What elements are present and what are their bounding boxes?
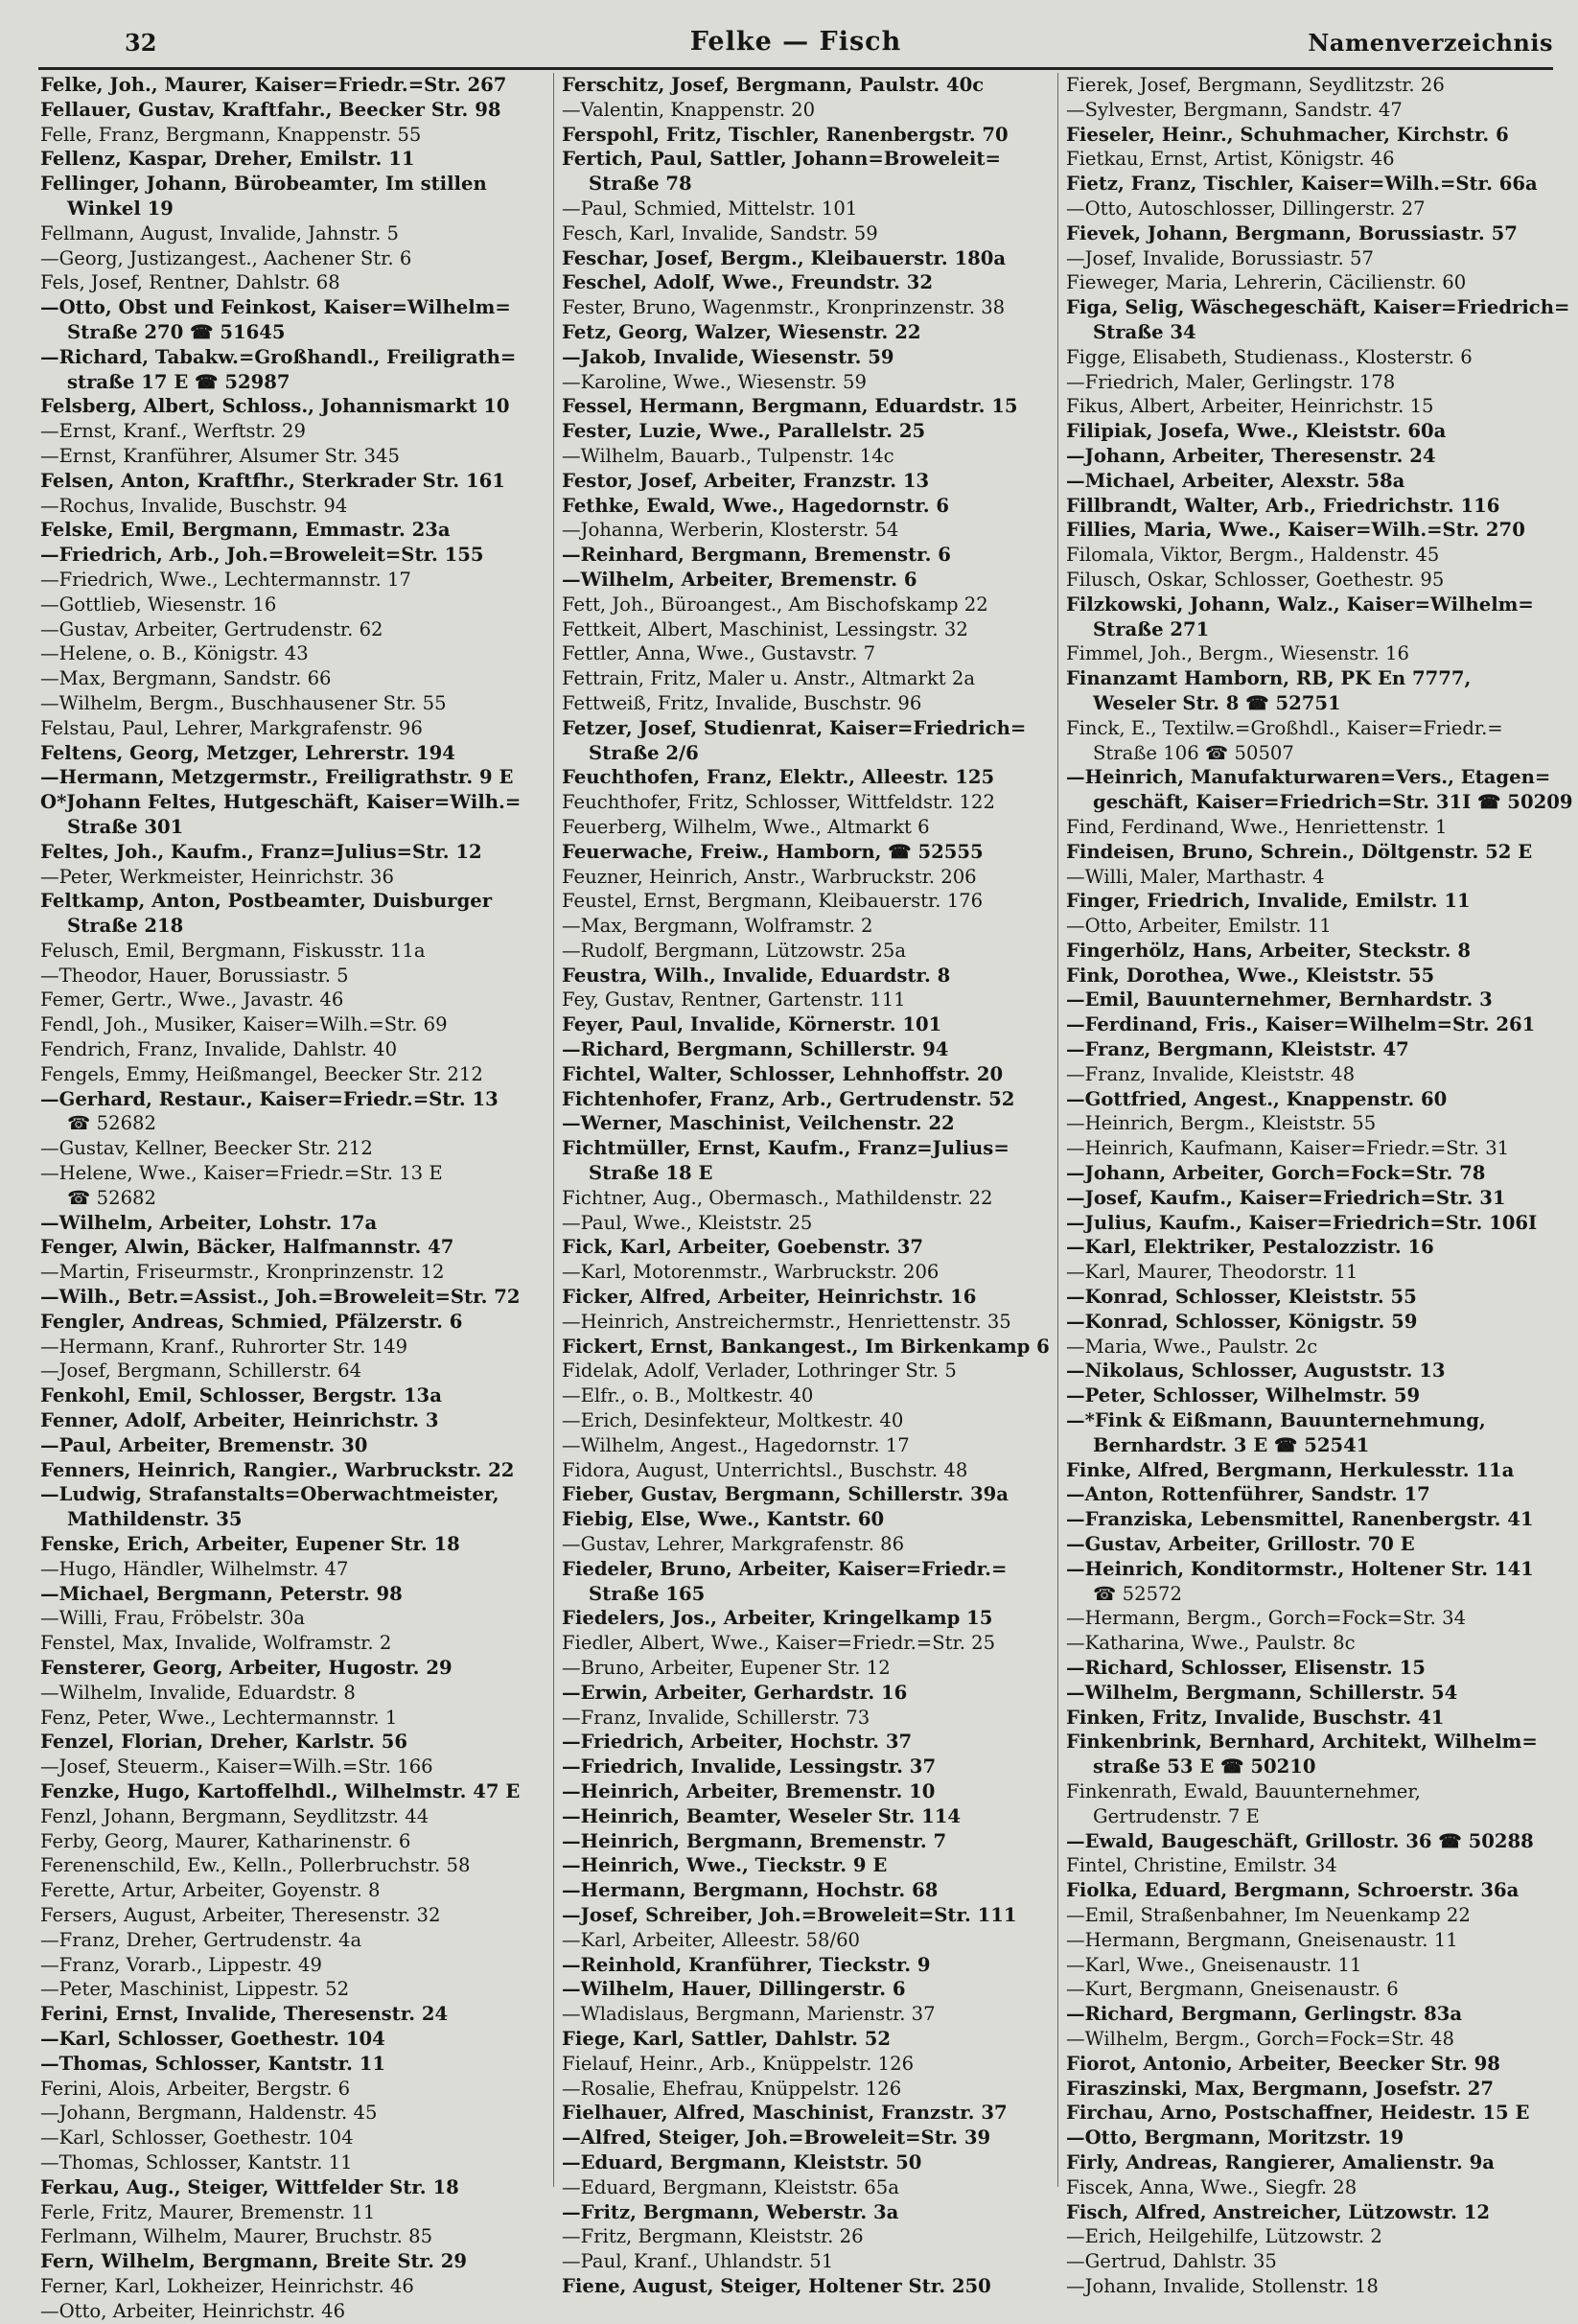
directory-entry-line: Straße 18 E bbox=[589, 1162, 713, 1185]
directory-entry-line: Straße 271 bbox=[1093, 617, 1210, 640]
directory-entry-line: Fiene, August, Steiger, Holtener Str. 250 bbox=[562, 2274, 991, 2297]
directory-entry-line: Felstau, Paul, Lehrer, Markgrafenstr. 96 bbox=[40, 716, 423, 739]
directory-entry-line: —Richard, Bergmann, Gerlingstr. 83a bbox=[1066, 2003, 1463, 2026]
directory-entry-line: —Michael, Bergmann, Peterstr. 98 bbox=[40, 1582, 403, 1605]
directory-entry-line: Feuchthofer, Fritz, Schlosser, Wittfeldstr. 122 bbox=[562, 791, 995, 814]
directory-entry-line: —Heinrich, Bergm., Kleiststr. 55 bbox=[1066, 1112, 1377, 1135]
directory-entry-line: ☎ 52682 bbox=[67, 1112, 156, 1135]
directory-entry-line: —Franz, Bergmann, Kleiststr. 47 bbox=[1066, 1038, 1409, 1061]
directory-entry-line: —Wilhelm, Bauarb., Tulpenstr. 14c bbox=[562, 444, 894, 467]
directory-entry-line: Feltens, Georg, Metzger, Lehrerstr. 194 bbox=[40, 741, 455, 764]
directory-entry-line: —Eduard, Bergmann, Kleiststr. 50 bbox=[562, 2150, 922, 2173]
directory-entry-line: Festor, Josef, Arbeiter, Franzstr. 13 bbox=[562, 469, 930, 492]
directory-entry-line: —Fritz, Bergmann, Kleiststr. 26 bbox=[562, 2225, 864, 2248]
section-name: Namenverzeichnis bbox=[1308, 29, 1553, 57]
directory-entry-line: Feltkamp, Anton, Postbeamter, Duisburger bbox=[40, 890, 493, 913]
directory-entry-line: Fessel, Hermann, Bergmann, Eduardstr. 15 bbox=[562, 395, 1018, 418]
directory-entry-line: —Peter, Maschinist, Lippestr. 52 bbox=[40, 1978, 350, 2001]
directory-entry-line: —Ernst, Kranführer, Alsumer Str. 345 bbox=[40, 444, 400, 467]
directory-entry-line: —Gustav, Arbeiter, Gertrudenstr. 62 bbox=[40, 617, 383, 640]
directory-entry-line: —Georg, Justizangest., Aachener Str. 6 bbox=[40, 246, 412, 269]
directory-entry-line: Fettweiß, Fritz, Invalide, Buschstr. 96 bbox=[562, 691, 922, 714]
directory-entry-line: Figa, Selig, Wäschegeschäft, Kaiser=Friedrich= bbox=[1066, 296, 1570, 319]
directory-entry-line: Filusch, Oskar, Schlosser, Goethestr. 95 bbox=[1066, 568, 1445, 591]
directory-entry-line: —Franz, Dreher, Gertrudenstr. 4a bbox=[40, 1928, 362, 1951]
directory-entry-line: —Karl, Motorenmstr., Warbruckstr. 206 bbox=[562, 1261, 940, 1284]
directory-entry-line: Feschel, Adolf, Wwe., Freundstr. 32 bbox=[562, 271, 933, 294]
directory-entry-line: —Heinrich, Bergmann, Bremenstr. 7 bbox=[562, 1829, 947, 1852]
directory-entry-line: —Rochus, Invalide, Buschstr. 94 bbox=[40, 494, 348, 517]
directory-entry-line: Fillies, Maria, Wwe., Kaiser=Wilh.=Str. 270 bbox=[1066, 519, 1525, 542]
directory-entry-line: Winkel 19 bbox=[67, 197, 174, 220]
directory-entry-line: Fingerhölz, Hans, Arbeiter, Steckstr. 8 bbox=[1066, 939, 1471, 962]
directory-entry-line: Felke, Joh., Maurer, Kaiser=Friedr.=Str. 267 bbox=[40, 74, 507, 96]
directory-entry-line: Straße 2/6 bbox=[589, 741, 699, 764]
directory-entry-line: Fendl, Joh., Musiker, Kaiser=Wilh.=Str. 69 bbox=[40, 1013, 448, 1036]
directory-entry-line: Fesch, Karl, Invalide, Sandstr. 59 bbox=[562, 221, 878, 244]
directory-entry-line: Fidelak, Adolf, Verlader, Lothringer Str. 5 bbox=[562, 1360, 957, 1383]
directory-entry-line: —Katharina, Wwe., Paulstr. 8c bbox=[1066, 1632, 1356, 1655]
directory-entry-line: —Rosalie, Ehefrau, Knüppelstr. 126 bbox=[562, 2077, 902, 2100]
directory-entry-line: Fietkau, Ernst, Artist, Königstr. 46 bbox=[1066, 148, 1395, 171]
directory-entry-line: —Werner, Maschinist, Veilchenstr. 22 bbox=[562, 1112, 955, 1135]
directory-entry-line: —Maria, Wwe., Paulstr. 2c bbox=[1066, 1335, 1318, 1358]
directory-entry-line: —Richard, Tabakw.=Großhandl., Freiligrath= bbox=[40, 345, 517, 368]
directory-entry-line: Fiorot, Antonio, Arbeiter, Beecker Str. 98 bbox=[1066, 2052, 1500, 2075]
directory-entry-line: —Wilhelm, Bergm., Buschhausener Str. 55 bbox=[40, 691, 447, 714]
directory-entry-line: Fenners, Heinrich, Rangier., Warbruckstr. 22 bbox=[40, 1458, 515, 1481]
directory-entry-line: Fichtmüller, Ernst, Kaufm., Franz=Julius= bbox=[562, 1137, 1009, 1160]
directory-entry-line: Fidora, August, Unterrichtsl., Buschstr. 48 bbox=[562, 1458, 968, 1481]
directory-entry-line: Femer, Gertr., Wwe., Javastr. 46 bbox=[40, 988, 344, 1011]
directory-entry-line: Fieber, Gustav, Bergmann, Schillerstr. 39a bbox=[562, 1483, 1009, 1506]
directory-entry-line: —Hermann, Bergmann, Gneisenaustr. 11 bbox=[1066, 1928, 1458, 1951]
directory-entry-line: —Otto, Arbeiter, Heinrichstr. 46 bbox=[40, 2299, 346, 2322]
directory-entry-line: —Eduard, Bergmann, Kleiststr. 65a bbox=[562, 2175, 899, 2198]
directory-entry-line: —Helene, Wwe., Kaiser=Friedr.=Str. 13 E bbox=[40, 1162, 443, 1185]
directory-entry-line: —Karl, Wwe., Gneisenaustr. 11 bbox=[1066, 1953, 1362, 1976]
directory-entry-line: —Richard, Bergmann, Schillerstr. 94 bbox=[562, 1038, 949, 1061]
directory-entry-line: Ferner, Karl, Lokheizer, Heinrichstr. 46 bbox=[40, 2274, 414, 2297]
directory-entry-line: Finkenbrink, Bernhard, Architekt, Wilhelm= bbox=[1066, 1731, 1538, 1754]
directory-entry-line: —Hermann, Kranf., Ruhrorter Str. 149 bbox=[40, 1335, 408, 1358]
directory-entry-line: Find, Ferdinand, Wwe., Henriettenstr. 1 bbox=[1066, 815, 1448, 838]
directory-entry-line: Fenske, Erich, Arbeiter, Eupener Str. 18 bbox=[40, 1533, 460, 1556]
directory-entry-line: —Friedrich, Maler, Gerlingstr. 178 bbox=[1066, 370, 1396, 393]
directory-entry-line: Ferini, Ernst, Invalide, Theresenstr. 24 bbox=[40, 2003, 449, 2026]
directory-entry-line: Mathildenstr. 35 bbox=[67, 1508, 243, 1531]
directory-entry-line: Straße 106 ☎ 50507 bbox=[1093, 741, 1294, 764]
page-number: 32 bbox=[125, 29, 157, 57]
directory-entry-line: Fisch, Alfred, Anstreicher, Lützowstr. 12 bbox=[1066, 2200, 1491, 2223]
directory-entry-line: Fels, Josef, Rentner, Dahlstr. 68 bbox=[40, 271, 340, 294]
directory-entry-line: Feustel, Ernst, Bergmann, Kleibauerstr. 176 bbox=[562, 890, 984, 913]
directory-entry-line: Felusch, Emil, Bergmann, Fiskusstr. 11a bbox=[40, 939, 426, 962]
directory-entry-line: Filomala, Viktor, Bergm., Haldenstr. 45 bbox=[1066, 544, 1440, 567]
directory-entry-line: Feuerberg, Wilhelm, Wwe., Altmarkt 6 bbox=[562, 815, 930, 838]
directory-entry-line: —Heinrich, Konditormstr., Holtener Str. 141 bbox=[1066, 1557, 1534, 1580]
directory-entry-line: —Paul, Wwe., Kleiststr. 25 bbox=[562, 1211, 813, 1234]
directory-entry-line: Felske, Emil, Bergmann, Emmastr. 23a bbox=[40, 519, 451, 542]
directory-entry-line: Filipiak, Josefa, Wwe., Kleiststr. 60a bbox=[1066, 420, 1447, 443]
directory-entry-line: —Karl, Elektriker, Pestalozzistr. 16 bbox=[1066, 1236, 1434, 1259]
directory-entry-line: —Alfred, Steiger, Joh.=Broweleit=Str. 39 bbox=[562, 2126, 991, 2150]
directory-entry-line: Fikus, Albert, Arbeiter, Heinrichstr. 15 bbox=[1066, 395, 1434, 418]
directory-entry-line: Fenzel, Florian, Dreher, Karlstr. 56 bbox=[40, 1731, 408, 1754]
directory-entry-line: —Franz, Invalide, Schillerstr. 73 bbox=[562, 1706, 870, 1729]
directory-entry-line: Fierek, Josef, Bergmann, Seydlitzstr. 26 bbox=[1066, 74, 1445, 96]
directory-entry-line: —Wilhelm, Angest., Hagedornstr. 17 bbox=[562, 1433, 910, 1456]
directory-entry-line: —Johanna, Werberin, Klosterstr. 54 bbox=[562, 519, 899, 542]
directory-entry-line: Straße 165 bbox=[589, 1582, 706, 1605]
directory-entry-line: Fett, Joh., Büroangest., Am Bischofskamp 22 bbox=[562, 593, 988, 616]
directory-entry-line: —Gustav, Kellner, Beecker Str. 212 bbox=[40, 1137, 373, 1160]
directory-entry-line: —Max, Bergmann, Wolframstr. 2 bbox=[562, 915, 873, 938]
directory-entry-line: Ferenenschild, Ew., Kelln., Pollerbruchstr. 58 bbox=[40, 1854, 471, 1877]
directory-entry-line: —Friedrich, Wwe., Lechtermannstr. 17 bbox=[40, 568, 411, 591]
directory-entry-line: —*Fink & Eißmann, Bauunternehmung, bbox=[1066, 1409, 1486, 1432]
directory-entry-line: Ficker, Alfred, Arbeiter, Heinrichstr. 16 bbox=[562, 1286, 977, 1309]
directory-entry-line: —Josef, Bergmann, Schillerstr. 64 bbox=[40, 1360, 362, 1383]
directory-entry-line: Finke, Alfred, Bergmann, Herkulesstr. 11a bbox=[1066, 1458, 1515, 1481]
directory-entry-line: —Otto, Bergmann, Moritzstr. 19 bbox=[1066, 2126, 1404, 2150]
directory-entry-line: —Wladislaus, Bergmann, Marienstr. 37 bbox=[562, 2003, 936, 2026]
directory-entry-line: Fenzke, Hugo, Kartoffelhdl., Wilhelmstr. 47 E bbox=[40, 1779, 521, 1802]
directory-entry-line: Fievek, Johann, Bergmann, Borussiastr. 57 bbox=[1066, 221, 1518, 244]
directory-entry-line: Ferini, Alois, Arbeiter, Bergstr. 6 bbox=[40, 2077, 351, 2100]
directory-entry-line: Fengler, Andreas, Schmied, Pfälzerstr. 6 bbox=[40, 1310, 463, 1333]
directory-entry-line: Fengels, Emmy, Heißmangel, Beecker Str. 212 bbox=[40, 1062, 483, 1085]
directory-entry-line: Fenkohl, Emil, Schlosser, Bergstr. 13a bbox=[40, 1384, 442, 1407]
directory-entry-line: —Friedrich, Arbeiter, Hochstr. 37 bbox=[562, 1731, 913, 1754]
directory-entry-line: Fellinger, Johann, Bürobeamter, Im stillen bbox=[40, 173, 487, 196]
directory-entry-line: Fick, Karl, Arbeiter, Goebenstr. 37 bbox=[562, 1236, 924, 1259]
directory-entry-line: —Karl, Maurer, Theodorstr. 11 bbox=[1066, 1261, 1358, 1284]
directory-entry-line: Weseler Str. 8 ☎ 52751 bbox=[1093, 691, 1341, 714]
directory-entry-line: Fenner, Adolf, Arbeiter, Heinrichstr. 3 bbox=[40, 1409, 439, 1432]
directory-entry-line: —Gottlieb, Wiesenstr. 16 bbox=[40, 593, 277, 616]
directory-entry-line: Fenstel, Max, Invalide, Wolframstr. 2 bbox=[40, 1632, 392, 1655]
directory-entry-line: Finck, E., Textilw.=Großhdl., Kaiser=Friedr.= bbox=[1066, 716, 1503, 739]
directory-entry-line: Finanzamt Hamborn, RB, PK En 7777, bbox=[1066, 667, 1472, 690]
directory-entry-line: —Gerhard, Restaur., Kaiser=Friedr.=Str. 13 bbox=[40, 1087, 499, 1110]
directory-entry-line: —Paul, Arbeiter, Bremenstr. 30 bbox=[40, 1433, 368, 1456]
directory-entry-line: —Heinrich, Beamter, Weseler Str. 114 bbox=[562, 1804, 962, 1827]
directory-entry-line: —Kurt, Bergmann, Gneisenaustr. 6 bbox=[1066, 1978, 1399, 2001]
directory-entry-line: ☎ 52682 bbox=[67, 1186, 156, 1209]
directory-entry-line: Fimmel, Joh., Bergm., Wiesenstr. 16 bbox=[1066, 642, 1409, 665]
directory-entry-line: —Gustav, Arbeiter, Grillostr. 70 E bbox=[1066, 1533, 1415, 1556]
directory-entry-line: —Josef, Invalide, Borussiastr. 57 bbox=[1066, 246, 1374, 269]
directory-entry-line: Straße 78 bbox=[589, 173, 692, 196]
directory-entry-line: Gertrudenstr. 7 E bbox=[1093, 1804, 1260, 1827]
directory-entry-line: —Ludwig, Strafanstalts=Oberwachtmeister, bbox=[40, 1483, 499, 1506]
directory-entry-line: —Hermann, Bergmann, Hochstr. 68 bbox=[562, 1879, 939, 1902]
directory-entry-line: —Bruno, Arbeiter, Eupener Str. 12 bbox=[562, 1657, 891, 1679]
running-title: Felke — Fisch bbox=[689, 27, 902, 57]
directory-entry-line: —Wilh., Betr.=Assist., Joh.=Broweleit=Str. 72 bbox=[40, 1286, 521, 1309]
directory-entry-line: —Konrad, Schlosser, Königstr. 59 bbox=[1066, 1310, 1418, 1333]
directory-entry-line: Figge, Elisabeth, Studienass., Klosterstr. 6 bbox=[1066, 345, 1473, 368]
directory-entry-line: —Karl, Arbeiter, Alleestr. 58/60 bbox=[562, 1928, 861, 1951]
directory-entry-line: Fey, Gustav, Rentner, Gartenstr. 111 bbox=[562, 988, 906, 1011]
directory-entry-line: —Heinrich, Anstreichermstr., Henriettenstr. 35 bbox=[562, 1310, 1011, 1333]
directory-entry-line: —Julius, Kaufm., Kaiser=Friedrich=Str. 106I bbox=[1066, 1211, 1538, 1234]
directory-entry-line: Feuchthofen, Franz, Elektr., Alleestr. 125 bbox=[562, 766, 995, 789]
directory-entry-line: Fieweger, Maria, Lehrerin, Cäcilienstr. 60 bbox=[1066, 271, 1467, 294]
directory-entry-line: —Rudolf, Bergmann, Lützowstr. 25a bbox=[562, 939, 907, 962]
directory-entry-line: —Karl, Schlosser, Goethestr. 104 bbox=[40, 2126, 354, 2150]
directory-entry-line: Fetz, Georg, Walzer, Wiesenstr. 22 bbox=[562, 320, 921, 343]
directory-entry-line: Fiedeler, Bruno, Arbeiter, Kaiser=Friedr.= bbox=[562, 1557, 1008, 1580]
directory-entry-line: Feltes, Joh., Kaufm., Franz=Julius=Str. 12 bbox=[40, 840, 482, 863]
directory-entry-line: —Richard, Schlosser, Elisenstr. 15 bbox=[1066, 1657, 1426, 1679]
directory-entry-line: —Erwin, Arbeiter, Gerhardstr. 16 bbox=[562, 1681, 908, 1704]
directory-entry-line: —Ferdinand, Fris., Kaiser=Wilhelm=Str. 261 bbox=[1066, 1013, 1536, 1036]
directory-entry-line: Fettler, Anna, Wwe., Gustavstr. 7 bbox=[562, 642, 876, 665]
directory-entry-line: —Johann, Bergmann, Haldenstr. 45 bbox=[40, 2102, 378, 2125]
directory-entry-line: —Emil, Bauunternehmer, Bernhardstr. 3 bbox=[1066, 988, 1493, 1011]
column-divider bbox=[1057, 73, 1058, 2187]
directory-entry-line: —Peter, Schlosser, Wilhelmstr. 59 bbox=[1066, 1384, 1421, 1407]
directory-entry-line: —Elfr., o. B., Moltkestr. 40 bbox=[562, 1384, 814, 1407]
directory-entry-line: Fensterer, Georg, Arbeiter, Hugostr. 29 bbox=[40, 1657, 453, 1679]
directory-entry-line: —Gustav, Lehrer, Markgrafenstr. 86 bbox=[562, 1533, 905, 1556]
directory-entry-line: Finken, Fritz, Invalide, Buschstr. 41 bbox=[1066, 1706, 1445, 1729]
directory-entry-line: Fester, Bruno, Wagenmstr., Kronprinzenstr. 38 bbox=[562, 296, 1006, 319]
directory-entry-line: —Otto, Autoschlosser, Dillingerstr. 27 bbox=[1066, 197, 1426, 220]
directory-entry-line: —Martin, Friseurmstr., Kronprinzenstr. 12 bbox=[40, 1261, 445, 1284]
column-divider bbox=[553, 73, 554, 2187]
directory-entry-line: Finger, Friedrich, Invalide, Emilstr. 11 bbox=[1066, 890, 1471, 913]
directory-entry-line: Fillbrandt, Walter, Arb., Friedrichstr. 116 bbox=[1066, 494, 1500, 517]
directory-entry-line: Fiscek, Anna, Wwe., Siegfr. 28 bbox=[1066, 2175, 1358, 2198]
directory-entry-line: Fieseler, Heinr., Schuhmacher, Kirchstr. 6 bbox=[1066, 123, 1509, 146]
directory-entry-line: —Josef, Kaufm., Kaiser=Friedrich=Str. 31 bbox=[1066, 1186, 1506, 1209]
directory-column-3 bbox=[1066, 73, 1573, 2297]
directory-entry-line: —Heinrich, Wwe., Tieckstr. 9 E bbox=[562, 1854, 888, 1877]
directory-entry-line: Firaszinski, Max, Bergmann, Josefstr. 27 bbox=[1066, 2077, 1495, 2100]
directory-entry-line: —Thomas, Schlosser, Kantstr. 11 bbox=[40, 2150, 353, 2173]
directory-entry-line: —Josef, Steuerm., Kaiser=Wilh.=Str. 166 bbox=[40, 1755, 433, 1778]
directory-entry-line: Fichtner, Aug., Obermasch., Mathildenstr. 22 bbox=[562, 1186, 993, 1209]
directory-column-2 bbox=[562, 73, 1060, 2297]
directory-entry-line: ☎ 52572 bbox=[1093, 1582, 1182, 1605]
directory-entry-line: —Johann, Invalide, Stollenstr. 18 bbox=[1066, 2274, 1379, 2297]
directory-entry-line: Firly, Andreas, Rangierer, Amalienstr. 9a bbox=[1066, 2150, 1496, 2173]
directory-entry-line: Fellmann, August, Invalide, Jahnstr. 5 bbox=[40, 221, 400, 244]
directory-entry-line: Fintel, Christine, Emilstr. 34 bbox=[1066, 1854, 1337, 1877]
directory-entry-line: —Josef, Schreiber, Joh.=Broweleit=Str. 111 bbox=[562, 1903, 1017, 1926]
directory-entry-line: Fiolka, Eduard, Bergmann, Schroerstr. 36a bbox=[1066, 1879, 1520, 1902]
directory-entry-line: —Paul, Kranf., Uhlandstr. 51 bbox=[562, 2250, 834, 2273]
directory-entry-line: —Sylvester, Bergmann, Sandstr. 47 bbox=[1066, 98, 1403, 121]
directory-entry-line: —Helene, o. B., Königstr. 43 bbox=[40, 642, 309, 665]
directory-entry-line: —Karl, Schlosser, Goethestr. 104 bbox=[40, 2027, 385, 2050]
directory-entry-line: —Friedrich, Invalide, Lessingstr. 37 bbox=[562, 1755, 937, 1778]
directory-entry-line: —Peter, Werkmeister, Heinrichstr. 36 bbox=[40, 865, 394, 888]
directory-entry-line: —Michael, Arbeiter, Alexstr. 58a bbox=[1066, 469, 1405, 492]
directory-entry-line: Felsen, Anton, Kraftfhr., Sterkrader Str. 161 bbox=[40, 469, 505, 492]
directory-entry-line: Fenger, Alwin, Bäcker, Halfmannstr. 47 bbox=[40, 1236, 454, 1259]
directory-entry-line: —Theodor, Hauer, Borussiastr. 5 bbox=[40, 964, 349, 987]
directory-entry-line: Fiedelers, Jos., Arbeiter, Kringelkamp 15 bbox=[562, 1607, 993, 1630]
directory-entry-line: Fink, Dorothea, Wwe., Kleiststr. 55 bbox=[1066, 964, 1435, 987]
directory-entry-line: Fichtenhofer, Franz, Arb., Gertrudenstr. 52 bbox=[562, 1087, 1015, 1110]
directory-entry-line: Fenz, Peter, Wwe., Lechtermannstr. 1 bbox=[40, 1706, 398, 1729]
directory-entry-line: Fichtel, Walter, Schlosser, Lehnhoffstr. 20 bbox=[562, 1062, 1004, 1085]
directory-entry-line: —Reinhold, Kranführer, Tieckstr. 9 bbox=[562, 1953, 931, 1976]
directory-entry-line: —Ernst, Kranf., Werftstr. 29 bbox=[40, 420, 306, 443]
directory-entry-line: —Friedrich, Arb., Joh.=Broweleit=Str. 155 bbox=[40, 544, 484, 567]
directory-entry-line: Firchau, Arno, Postschaffner, Heidestr. 15 E bbox=[1066, 2102, 1530, 2125]
directory-entry-line: —Hermann, Metzgermstr., Freiligrathstr. 9 E bbox=[40, 766, 514, 789]
directory-entry-line: —Jakob, Invalide, Wiesenstr. 59 bbox=[562, 345, 894, 368]
directory-entry-line: —Valentin, Knappenstr. 20 bbox=[562, 98, 816, 121]
directory-entry-line: —Hermann, Bergm., Gorch=Fock=Str. 34 bbox=[1066, 1607, 1467, 1630]
directory-entry-line: —Wilhelm, Bergmann, Schillerstr. 54 bbox=[1066, 1681, 1458, 1704]
directory-entry-line: —Hugo, Händler, Wilhelmstr. 47 bbox=[40, 1557, 349, 1580]
directory-entry-line: —Wilhelm, Bergm., Gorch=Fock=Str. 48 bbox=[1066, 2027, 1454, 2050]
directory-entry-line: Fiedler, Albert, Wwe., Kaiser=Friedr.=Str. 25 bbox=[562, 1632, 996, 1655]
directory-entry-line: —Wilhelm, Hauer, Dillingerstr. 6 bbox=[562, 1978, 906, 2001]
directory-entry-line: —Wilhelm, Invalide, Eduardstr. 8 bbox=[40, 1681, 356, 1704]
directory-entry-line: Finkenrath, Ewald, Bauunternehmer, bbox=[1066, 1779, 1421, 1802]
directory-entry-line: —Fritz, Bergmann, Weberstr. 3a bbox=[562, 2200, 899, 2223]
directory-entry-line: Fiege, Karl, Sattler, Dahlstr. 52 bbox=[562, 2027, 892, 2050]
directory-entry-line: Bernhardstr. 3 E ☎ 52541 bbox=[1093, 1433, 1370, 1456]
directory-entry-line: Fettrain, Fritz, Maler u. Anstr., Altmarkt 2a bbox=[562, 667, 976, 690]
directory-entry-line: Fenzl, Johann, Bergmann, Seydlitzstr. 44 bbox=[40, 1804, 429, 1827]
directory-entry-line: Straße 270 ☎ 51645 bbox=[67, 320, 286, 343]
directory-entry-line: Ferschitz, Josef, Bergmann, Paulstr. 40c bbox=[562, 74, 985, 96]
directory-entry-line: Feustra, Wilh., Invalide, Eduardstr. 8 bbox=[562, 964, 951, 987]
directory-entry-line: Fern, Wilhelm, Bergmann, Breite Str. 29 bbox=[40, 2250, 467, 2273]
directory-entry-line: —Gottfried, Angest., Knappenstr. 60 bbox=[1066, 1087, 1448, 1110]
directory-entry-line: Ferby, Georg, Maurer, Katharinenstr. 6 bbox=[40, 1829, 411, 1852]
directory-entry-line: Fielauf, Heinr., Arb., Knüppelstr. 126 bbox=[562, 2052, 915, 2075]
directory-entry-line: —Karoline, Wwe., Wiesenstr. 59 bbox=[562, 370, 867, 393]
directory-entry-line: Fester, Luzie, Wwe., Parallelstr. 25 bbox=[562, 420, 926, 443]
directory-entry-line: —Wilhelm, Arbeiter, Lohstr. 17a bbox=[40, 1211, 378, 1234]
directory-entry-line: Ferlmann, Wilhelm, Maurer, Bruchstr. 85 bbox=[40, 2225, 433, 2248]
directory-entry-line: Straße 34 bbox=[1093, 320, 1196, 343]
directory-entry-line: Feuzner, Heinrich, Anstr., Warbruckstr. 206 bbox=[562, 865, 977, 888]
directory-entry-line: —Heinrich, Manufakturwaren=Vers., Etagen= bbox=[1066, 766, 1551, 789]
directory-entry-line: Feuerwache, Freiw., Hamborn, ☎ 52555 bbox=[562, 840, 984, 863]
directory-entry-line: Filzkowski, Johann, Walz., Kaiser=Wilhelm= bbox=[1066, 593, 1534, 616]
directory-entry-line: —Wilhelm, Arbeiter, Bremenstr. 6 bbox=[562, 568, 917, 591]
directory-entry-line: —Konrad, Schlosser, Kleiststr. 55 bbox=[1066, 1286, 1417, 1309]
directory-entry-line: straße 17 E ☎ 52987 bbox=[67, 370, 290, 393]
directory-entry-line: Ferette, Artur, Arbeiter, Goyenstr. 8 bbox=[40, 1879, 381, 1902]
directory-entry-line: Ferle, Fritz, Maurer, Bremenstr. 11 bbox=[40, 2200, 376, 2223]
directory-entry-line: —Franz, Invalide, Kleiststr. 48 bbox=[1066, 1062, 1356, 1085]
directory-entry-line: —Anton, Rottenführer, Sandstr. 17 bbox=[1066, 1483, 1430, 1506]
directory-entry-line: Fertich, Paul, Sattler, Johann=Broweleit= bbox=[562, 148, 1001, 171]
directory-entry-line: Fellauer, Gustav, Kraftfahr., Beecker Str. 98 bbox=[40, 98, 501, 121]
directory-entry-line: Fellenz, Kaspar, Dreher, Emilstr. 11 bbox=[40, 148, 415, 171]
directory-entry-line: —Heinrich, Kaufmann, Kaiser=Friedr.=Str. 31 bbox=[1066, 1137, 1510, 1160]
directory-entry-line: Fethke, Ewald, Wwe., Hagedornstr. 6 bbox=[562, 494, 949, 517]
directory-entry-line: Ferkau, Aug., Steiger, Wittfelder Str. 18 bbox=[40, 2175, 459, 2198]
directory-entry-line: Fiebig, Else, Wwe., Kantstr. 60 bbox=[562, 1508, 885, 1531]
directory-entry-line: —Johann, Arbeiter, Theresenstr. 24 bbox=[1066, 444, 1436, 467]
directory-entry-line: —Nikolaus, Schlosser, Auguststr. 13 bbox=[1066, 1360, 1446, 1383]
directory-entry-line: —Franz, Vorarb., Lippestr. 49 bbox=[40, 1953, 322, 1976]
directory-entry-line: straße 53 E ☎ 50210 bbox=[1093, 1755, 1316, 1778]
page-header bbox=[38, 21, 1553, 70]
directory-entry-line: O*Johann Feltes, Hutgeschäft, Kaiser=Wilh.= bbox=[40, 791, 522, 814]
directory-entry-line: Fielhauer, Alfred, Maschinist, Franzstr. 37 bbox=[562, 2102, 1008, 2125]
directory-entry-line: —Gertrud, Dahlstr. 35 bbox=[1066, 2250, 1277, 2273]
directory-entry-line: —Heinrich, Arbeiter, Bremenstr. 10 bbox=[562, 1779, 936, 1802]
directory-entry-line: Felsberg, Albert, Schloss., Johannismarkt 10 bbox=[40, 395, 510, 418]
directory-entry-line: —Willi, Maler, Marthastr. 4 bbox=[1066, 865, 1325, 888]
directory-entry-line: —Otto, Arbeiter, Emilstr. 11 bbox=[1066, 915, 1332, 938]
directory-entry-line: —Ewald, Baugeschäft, Grillostr. 36 ☎ 50288 bbox=[1066, 1829, 1534, 1852]
directory-entry-line: —Willi, Frau, Fröbelstr. 30a bbox=[40, 1607, 306, 1630]
directory-entry-line: —Max, Bergmann, Sandstr. 66 bbox=[40, 667, 332, 690]
directory-entry-line: Fetzer, Josef, Studienrat, Kaiser=Friedrich= bbox=[562, 716, 1027, 739]
directory-entry-line: Fendrich, Franz, Invalide, Dahlstr. 40 bbox=[40, 1038, 398, 1061]
directory-entry-line: Feschar, Josef, Bergm., Kleibauerstr. 180a bbox=[562, 246, 1007, 269]
directory-entry-line: Straße 218 bbox=[67, 915, 184, 938]
directory-entry-line: geschäft, Kaiser=Friedrich=Str. 31I ☎ 50209 bbox=[1093, 791, 1573, 814]
directory-entry-line: Ferspohl, Fritz, Tischler, Ranenbergstr. 70 bbox=[562, 123, 1009, 146]
directory-entry-line: Felle, Franz, Bergmann, Knappenstr. 55 bbox=[40, 123, 422, 146]
directory-entry-line: Feyer, Paul, Invalide, Körnerstr. 101 bbox=[562, 1013, 942, 1036]
directory-entry-line: Fickert, Ernst, Bankangest., Im Birkenkamp 6 bbox=[562, 1335, 1050, 1358]
directory-entry-line: —Emil, Straßenbahner, Im Neuenkamp 22 bbox=[1066, 1903, 1471, 1926]
directory-column-1 bbox=[40, 73, 539, 2322]
directory-entry-line: —Paul, Schmied, Mittelstr. 101 bbox=[562, 197, 858, 220]
directory-entry-line: —Erich, Desinfekteur, Moltkestr. 40 bbox=[562, 1409, 904, 1432]
directory-entry-line: —Erich, Heilgehilfe, Lützowstr. 2 bbox=[1066, 2225, 1382, 2248]
directory-entry-line: Findeisen, Bruno, Schrein., Döltgenstr. 52 E bbox=[1066, 840, 1533, 863]
directory-entry-line: Fettkeit, Albert, Maschinist, Lessingstr. 32 bbox=[562, 617, 968, 640]
directory-entry-line: —Otto, Obst und Feinkost, Kaiser=Wilhelm= bbox=[40, 296, 511, 319]
directory-entry-line: Fietz, Franz, Tischler, Kaiser=Wilh.=Str. 66a bbox=[1066, 173, 1538, 196]
directory-entry-line: Straße 301 bbox=[67, 815, 184, 838]
directory-entry-line: —Franziska, Lebensmittel, Ranenbergstr. 41 bbox=[1066, 1508, 1534, 1531]
directory-entry-line: —Reinhard, Bergmann, Bremenstr. 6 bbox=[562, 544, 951, 567]
directory-entry-line: Fersers, August, Arbeiter, Theresenstr. 32 bbox=[40, 1903, 441, 1926]
directory-entry-line: —Thomas, Schlosser, Kantstr. 11 bbox=[40, 2052, 386, 2075]
directory-entry-line: —Johann, Arbeiter, Gorch=Fock=Str. 78 bbox=[1066, 1162, 1486, 1185]
